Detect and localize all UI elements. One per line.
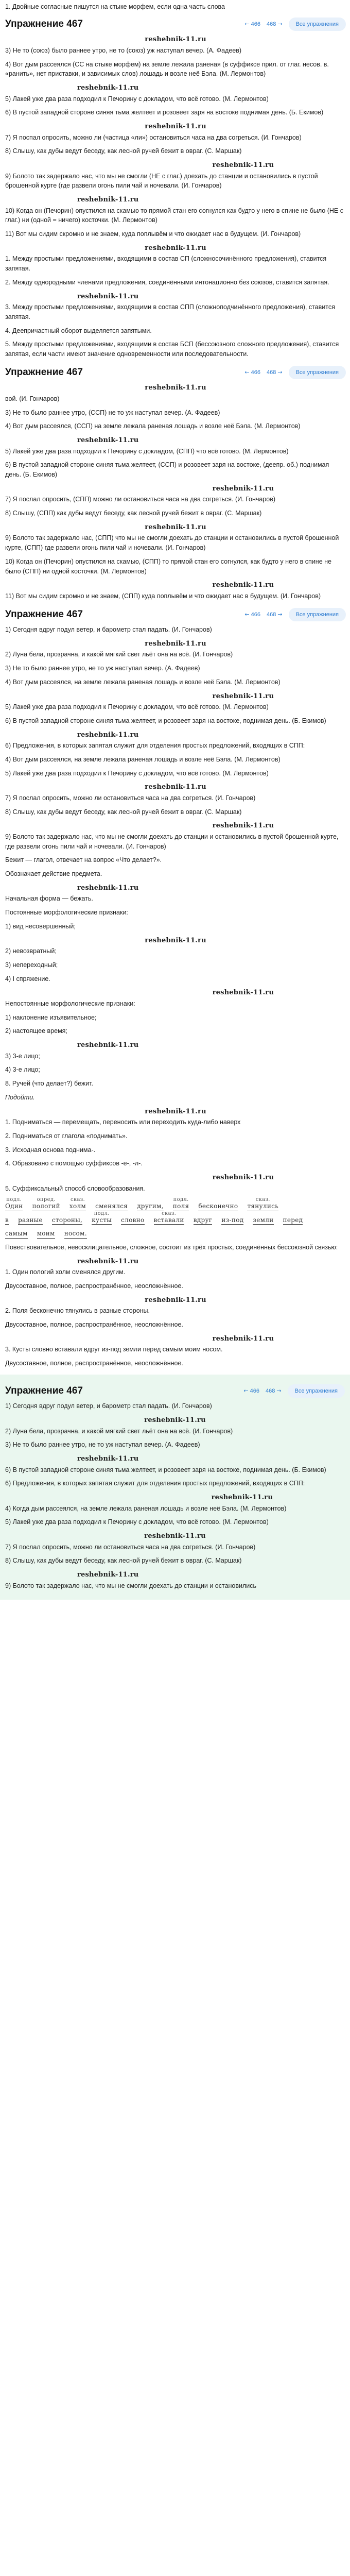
scheme-word-text: разные [18, 1216, 43, 1225]
all-exercises-button[interactable]: Все упражнения [289, 608, 346, 622]
watermark: reshebnik-11.ru [145, 1107, 206, 1115]
list-item: 1. Подниматься — перемещать, переносить или переходить куда-либо наверх [5, 1118, 241, 1126]
list-item: Обозначает действие предмета. [5, 870, 102, 877]
watermark: reshebnik-11.ru [212, 989, 274, 997]
watermark: reshebnik-11.ru [145, 244, 206, 252]
scheme-role-label [232, 1211, 233, 1216]
scheme-word-text: земли [253, 1216, 273, 1225]
list-item: 9) Болото так задержало нас, что мы не смогли (НЕ с глаг.) доехать до станции и остановились в пустой брошенной курте (где развели огонь пили чай и ночевали. (И. Гончаров) [5, 172, 318, 190]
watermark: reshebnik-11.ru [77, 1455, 139, 1463]
scheme-word-text: перед [283, 1216, 303, 1225]
scheme-word-text: сменялся [95, 1202, 128, 1211]
watermark: reshebnik-11.ru [211, 1494, 273, 1502]
arrow-left-icon: ← [244, 368, 250, 376]
list-item: 7) Я поспал опросить, можно ли (частица «ли») остановиться часа на два согреться. (И. Гончаров) [5, 133, 302, 141]
watermark: reshebnik-11.ru [212, 581, 274, 589]
watermark: reshebnik-11.ru [145, 639, 206, 648]
next-exercise-link[interactable]: 468 → [267, 20, 283, 29]
scheme-role-label: подл. [6, 1197, 22, 1203]
next-exercise-link[interactable]: 468 → [267, 368, 283, 377]
list-item: 2) Луна бела, прозрачна, и какой мягкий свет льёт она на всё. (И. Гончаров) [5, 1427, 233, 1435]
arrow-right-icon: → [277, 611, 283, 618]
scheme-word [64, 1225, 87, 1239]
list-item: Повествовательное, невосклицательное, сложное, состоит из трёх простых, соединённых бессоюзной связью: [5, 1244, 338, 1251]
section-1 [5, 17, 346, 359]
watermark: reshebnik-11.ru [212, 1174, 274, 1181]
list-item: 6) В пустой западной стороне синяя тьма желтеет, и розовеет заря на востоке, поднимая день. (Б. Екимов) [5, 717, 326, 724]
watermark: reshebnik-11.ru [144, 1416, 206, 1425]
scheme-word-text: моим [37, 1230, 55, 1239]
scheme-word [52, 1211, 82, 1225]
scheme-word-text: кусты [92, 1216, 112, 1225]
list-item: 6) Предложения, в которых запятая служит для отделения простых предложений, входящих в СПП: [5, 742, 305, 749]
scheme-word [95, 1197, 128, 1211]
list-item: 2) Луна бела, прозрачна, и какой мягкий свет льёт она на всё. (И. Гончаров) [5, 651, 233, 658]
exercise-header [5, 1384, 345, 1399]
list-item: 1) Сегодня вдруг подул ветер, и барометр стал падать. (И. Гончаров) [5, 626, 212, 633]
section-3 [5, 607, 346, 1368]
list-item: 8) Слышу, как дубы ведут беседу, как лесной ручей бежит в овраг. (С. Маршак) [5, 808, 242, 816]
list-item: 4) I спряжение. [5, 975, 50, 982]
exercise-title: Упражнение 467 [5, 1385, 83, 1396]
list-item: вой. (И. Гончаров) [5, 395, 60, 402]
scheme-word-text: носом. [64, 1230, 87, 1239]
exercise-header [5, 365, 346, 380]
watermark: reshebnik-11.ru [145, 936, 206, 944]
list-item: 5) Лакей уже два раза подходил к Печорину с докладом, что всё готово. (М. Лермонтов) [5, 703, 269, 710]
scheme-word-text: самым [5, 1230, 28, 1239]
scheme-role-label [6, 1211, 8, 1216]
watermark: reshebnik-11.ru [77, 731, 139, 739]
list-item: 3. Между простыми предложениями, входящими в состав СПП (сложноподчинённого предложения), ставится запятая. [5, 303, 335, 320]
exercise-nav [244, 18, 346, 31]
list-item: Непостоянные морфологические признаки: [5, 999, 135, 1007]
watermark: reshebnik-11.ru [77, 84, 139, 92]
scheme-word-text: бесконечно [198, 1202, 238, 1211]
exercise-nav [244, 366, 346, 380]
list-item: 11) Вот мы сидим скромно и не знаем, (СПП) куда поплывём и что ожидает нас в будущем. (И. Гончаров) [5, 592, 321, 600]
watermark: reshebnik-11.ru [77, 292, 139, 300]
scheme-word-text: в [5, 1216, 9, 1225]
list-item: 1) наклонение изъявительное; [5, 1013, 97, 1021]
scheme-word [5, 1197, 23, 1211]
watermark: reshebnik-11.ru [145, 783, 206, 791]
scheme-role-label: сказ. [255, 1197, 270, 1203]
list-item: Двусоставное, полное, распространённое, неосложнённое. [5, 1360, 183, 1367]
scheme-word-text: Один [5, 1202, 23, 1211]
list-item: 10) Когда он (Печорин) опустился на скамью, (СПП) то прямой стан его согнулся, как будто у него в спине не было (СПП) ни одной косточки. (М. Лермонтов) [5, 557, 331, 575]
scheme-word [154, 1211, 184, 1225]
section-4 [0, 1375, 350, 1600]
watermark: reshebnik-11.ru [145, 36, 206, 44]
next-exercise-link[interactable]: 468 → [266, 1387, 282, 1396]
scheme-word [194, 1211, 213, 1225]
prev-exercise-link[interactable]: ← 466 [244, 611, 260, 619]
scheme-role-label: сказ. [162, 1210, 177, 1216]
scheme-role-label [262, 1211, 264, 1216]
list-item: 9) Болото так задержало нас, что мы не смогли доехать до станции и остановились в пустой брошенной курте, где развели огонь пили чай и ночевали. (И. Гончаров) [5, 833, 339, 850]
watermark: reshebnik-11.ru [144, 1532, 206, 1540]
scheme-word [247, 1197, 278, 1211]
list-item: 3) Не то было раннее утро, не то уж наступал вечер. (А. Фадеев) [5, 1441, 200, 1449]
list-item: 5. Суффиксальный способ словообразования. [5, 1184, 145, 1192]
list-item: 1) вид несовершенный; [5, 922, 76, 930]
arrow-right-icon: → [277, 368, 283, 376]
scheme-word [32, 1197, 60, 1211]
watermark: reshebnik-11.ru [212, 161, 274, 169]
exercise-nav [244, 608, 346, 622]
list-item: 4) 3-е лицо; [5, 1066, 40, 1074]
all-exercises-button[interactable]: Все упражнения [289, 18, 346, 31]
scheme-word [173, 1197, 189, 1211]
list-item: 8. Ручей (что делает?) бежит. [5, 1080, 94, 1087]
list-item: 1. Один пологий холм сменялся другим. [5, 1268, 126, 1276]
watermark: reshebnik-11.ru [77, 1571, 139, 1579]
list-item: 7) Я послал опросить, (СПП) можно ли остановиться часа на два согреться. (И. Гончаров) [5, 496, 276, 503]
list-item: 2. Поля бесконечно тянулись в разные стороны. [5, 1307, 150, 1315]
scheme-word-text: другим, [137, 1202, 164, 1211]
list-item: Начальная форма — бежать. [5, 895, 93, 903]
list-item: 4) Вот дым рассеялся (СС на стыке морфем) на земле лежала раненая (в суффиксе прил. от глаг. несов. в. «ранить», нет приставки, и зависимых слов) лошадь и возле неё Бэла. (М. Лермонтов) [5, 60, 329, 78]
scheme-role-label [66, 1211, 68, 1216]
scheme-word-text: вдруг [194, 1216, 213, 1225]
list-item: 11) Вот мы сидим скромно и не знаем, куда поплывём и что ожидает нас в будущем. (И. Гончаров) [5, 230, 301, 238]
list-item: 3) 3-е лицо; [5, 1052, 40, 1060]
exercise-nav [243, 1384, 345, 1398]
prev-exercise-link[interactable]: ← 466 [244, 20, 260, 29]
list-item: 9) Болото так задержало нас, (СПП) что мы не смогли доехать до станции и остановились в пустой брошенной курте, (СПП) где развели огонь пили чай и ночевали. (И. Гончаров) [5, 534, 339, 551]
arrow-left-icon: ← [244, 611, 250, 618]
list-item: 8) Слышу, как дубы ведут беседу, как лесной ручей бежит в овраг. (С. Маршак) [5, 147, 242, 155]
next-exercise-link[interactable]: 468 → [267, 611, 283, 619]
watermark: reshebnik-11.ru [145, 523, 206, 531]
scheme-role-label [29, 1211, 31, 1216]
list-item: 4) Вот дым рассеялся, на земле лежала раненая лошадь и возле неё Бэла. (М. Лермонтов) [5, 678, 281, 686]
watermark: reshebnik-11.ru [212, 822, 274, 830]
list-item: 10) Когда он (Печорин) опустился на скамью то прямой стан его согнулся как будто у него в спине не было (НЕ с глаг.) ни (одной = ничего) косточки. (М. Лермонтов) [5, 207, 343, 224]
list-item: 4. Образовано с помощью суффиксов -е-, -л-. [5, 1160, 143, 1167]
list-item: 3) Не то было раннее утро, (ССП) не то уж наступал вечер. (А. Фадеев) [5, 409, 220, 416]
list-item: Подойти. [5, 1093, 35, 1101]
exercise-header [5, 17, 346, 32]
scheme-role-label: подл. [173, 1197, 189, 1203]
list-item: 5) Лакей уже два раза подходил к Печорину с докладом, что всё готово. (М. Лермонтов) [5, 769, 269, 777]
scheme-row [5, 1225, 346, 1239]
list-item: 3. Исходная основа поднима-. [5, 1146, 96, 1154]
list-item: 8) Слышу, как дубы ведут беседу, как лесной ручей бежит в овраг. (С. Маршак) [5, 1557, 242, 1565]
scheme-word [137, 1197, 164, 1211]
list-item: 3) Не то было раннее утро, не то уж наступал вечер. (А. Фадеев) [5, 665, 200, 672]
scheme-role-label [292, 1211, 293, 1216]
list-item: 2) невозвратный; [5, 947, 57, 955]
list-item: 7) Я послал опросить, можно ли остановиться часа на два согреться. (И. Гончаров) [5, 794, 256, 802]
sentence-scheme [5, 1197, 346, 1239]
watermark: reshebnik-11.ru [77, 436, 139, 444]
watermark: reshebnik-11.ru [77, 1041, 139, 1049]
list-item: 3) непереходный; [5, 961, 58, 969]
watermark: reshebnik-11.ru [212, 692, 274, 700]
arrow-left-icon: ← [243, 1387, 249, 1394]
scheme-word [5, 1211, 9, 1225]
watermark: reshebnik-11.ru [77, 884, 139, 892]
watermark: reshebnik-11.ru [145, 384, 206, 392]
scheme-word [221, 1211, 243, 1225]
all-exercises-button[interactable]: Все упражнения [288, 1384, 345, 1398]
exercise-title: Упражнение 467 [5, 366, 83, 378]
watermark: reshebnik-11.ru [77, 1257, 139, 1265]
list-item: 6) В пустой западной стороне синяя тьма желтеет, (ССП) и розовеет заря на востоке, (деепр. об.) поднимая день. (Б. Екимов) [5, 461, 329, 478]
intro-text: 1. Двойные согласные пишутся на стыке морфем, если одна часть слова [5, 3, 225, 10]
scheme-word-text: тянулись [247, 1202, 278, 1211]
list-item: 5) Лакей уже два раза подходил к Печорину с докладом, что всё готово. (М. Лермонтов) [5, 1518, 269, 1526]
scheme-word [198, 1197, 238, 1211]
list-item: 6) В пустой западной стороне синяя тьма желтеет и розовеет заря на востоке поднимая день. (Б. Екимов) [5, 109, 324, 116]
section-2 [5, 365, 346, 601]
list-item: 5) Лакей уже два раза подходил к Печорину с докладом, что всё готово. (М. Лермонтов) [5, 95, 269, 103]
scheme-word [18, 1211, 43, 1225]
list-item: 7) Я послал опросить, можно ли остановиться часа на два согреться. (И. Гончаров) [5, 1543, 256, 1551]
scheme-row [5, 1197, 346, 1211]
scheme-word-text: холм [69, 1202, 86, 1211]
arrow-right-icon: → [276, 1387, 282, 1394]
exercise-title: Упражнение 467 [5, 18, 83, 29]
list-item: 3. Кусты словно вставали вдруг из-под земли перед самым моим носом. [5, 1346, 223, 1353]
scheme-role-label: опред. [37, 1197, 56, 1203]
exercise-title: Упражнение 467 [5, 608, 83, 620]
list-item: 4. Деепричастный оборот выделяется запятыми. [5, 327, 152, 334]
scheme-role-label [75, 1225, 76, 1230]
scheme-role-label [45, 1225, 46, 1230]
list-item: 8) Слышу, (СПП) как дубы ведут беседу, как лесной ручей бежит в овраг. (С. Маршак) [5, 510, 262, 517]
scheme-row [5, 1211, 346, 1225]
exercise-header [5, 607, 346, 622]
scheme-word-text: пологий [32, 1202, 60, 1211]
scheme-word [92, 1211, 112, 1225]
scheme-word [69, 1197, 86, 1211]
scheme-word-text: вставали [154, 1216, 184, 1225]
scheme-word-text: словно [121, 1216, 144, 1225]
list-item: 5. Между простыми предложениями, входящими в состав БСП (бессоюзного сложного предложения), ставится запятая, если части имеют значение одновременности или последовательности. [5, 341, 339, 358]
scheme-role-label [202, 1211, 203, 1216]
watermark: reshebnik-11.ru [145, 123, 206, 130]
list-item: 4) Вот дым рассеялся, на земле лежала раненая лошадь и возле неё Бэла. (М. Лермонтов) [5, 755, 281, 763]
list-item: 1. Между простыми предложениями, входящими в состав СП (сложносочинённого предложения), ставится запятая. [5, 255, 327, 272]
scheme-word [121, 1211, 144, 1225]
list-item: 2) настоящее время; [5, 1027, 67, 1035]
list-item: 5) Лакей уже два раза подходил к Печорину с докладом, (СПП) что всё готово. (М. Лермонтов) [5, 447, 289, 455]
arrow-right-icon: → [277, 20, 283, 27]
scheme-word [283, 1211, 303, 1225]
scheme-role-label: сказ. [71, 1197, 85, 1203]
list-item: Двусоставное, полное, распространённое, неосложнённое. [5, 1282, 183, 1290]
list-item: 4) Когда дым рассеялся, на земле лежала раненая лошадь и возле неё Бэла. (М. Лермонтов) [5, 1504, 287, 1512]
scheme-role-label [15, 1225, 17, 1230]
scheme-word-text: поля [173, 1202, 189, 1211]
scheme-word [253, 1211, 273, 1225]
scheme-role-label [149, 1197, 151, 1202]
scheme-role-label: подл. [94, 1210, 110, 1216]
scheme-role-label [111, 1197, 112, 1202]
scheme-word-text: из-под [221, 1216, 243, 1225]
list-item: 3) Не то (союз) было раннее утро, не то (союз) уж наступал вечер. (А. Фадеев) [5, 46, 242, 54]
list-item: 2. Подниматься от глагола «поднимать». [5, 1132, 128, 1140]
list-item: 2. Между однородными членами предложения, соединёнными интонационно без союзов, ставится запятая. [5, 278, 329, 286]
watermark: reshebnik-11.ru [212, 1334, 274, 1343]
list-item: Бежит — глагол, отвечает на вопрос «Что делает?». [5, 856, 162, 864]
scheme-word [37, 1225, 55, 1239]
watermark: reshebnik-11.ru [145, 1296, 206, 1304]
prev-exercise-link[interactable]: ← 466 [243, 1387, 259, 1396]
scheme-role-label [132, 1211, 133, 1216]
list-item: 1) Сегодня вдруг подул ветер, и барометр стал падать. (И. Гончаров) [5, 1402, 212, 1410]
scheme-word [5, 1225, 28, 1239]
list-item: Постоянные морфологические признаки: [5, 909, 128, 916]
list-item: 4) Вот дым рассеялся, (ССП) на земле лежала раненая лошадь и возле неё Бэла. (М. Лермонтов) [5, 422, 301, 430]
watermark: reshebnik-11.ru [212, 484, 274, 493]
watermark: reshebnik-11.ru [77, 196, 139, 204]
prev-exercise-link[interactable]: ← 466 [244, 368, 260, 377]
scheme-word-text: стороны, [52, 1216, 82, 1225]
list-item: 6) В пустой западной стороне синяя тьма желтеет, и розовеет заря на востоке, поднимая день. (Б. Екимов) [5, 1466, 326, 1473]
scheme-role-label [217, 1197, 219, 1202]
list-item: Двусоставное, полное, распространённое, неосложнённое. [5, 1321, 183, 1329]
list-item: 6) Предложения, в которых запятая служит для отделения простых предложений, входящих в СПП: [5, 1480, 305, 1487]
arrow-left-icon: ← [244, 20, 250, 27]
list-item: 9) Болото так задержало нас, что мы не смогли доехать до станции и остановились [5, 1582, 257, 1589]
all-exercises-button[interactable]: Все упражнения [289, 366, 346, 380]
